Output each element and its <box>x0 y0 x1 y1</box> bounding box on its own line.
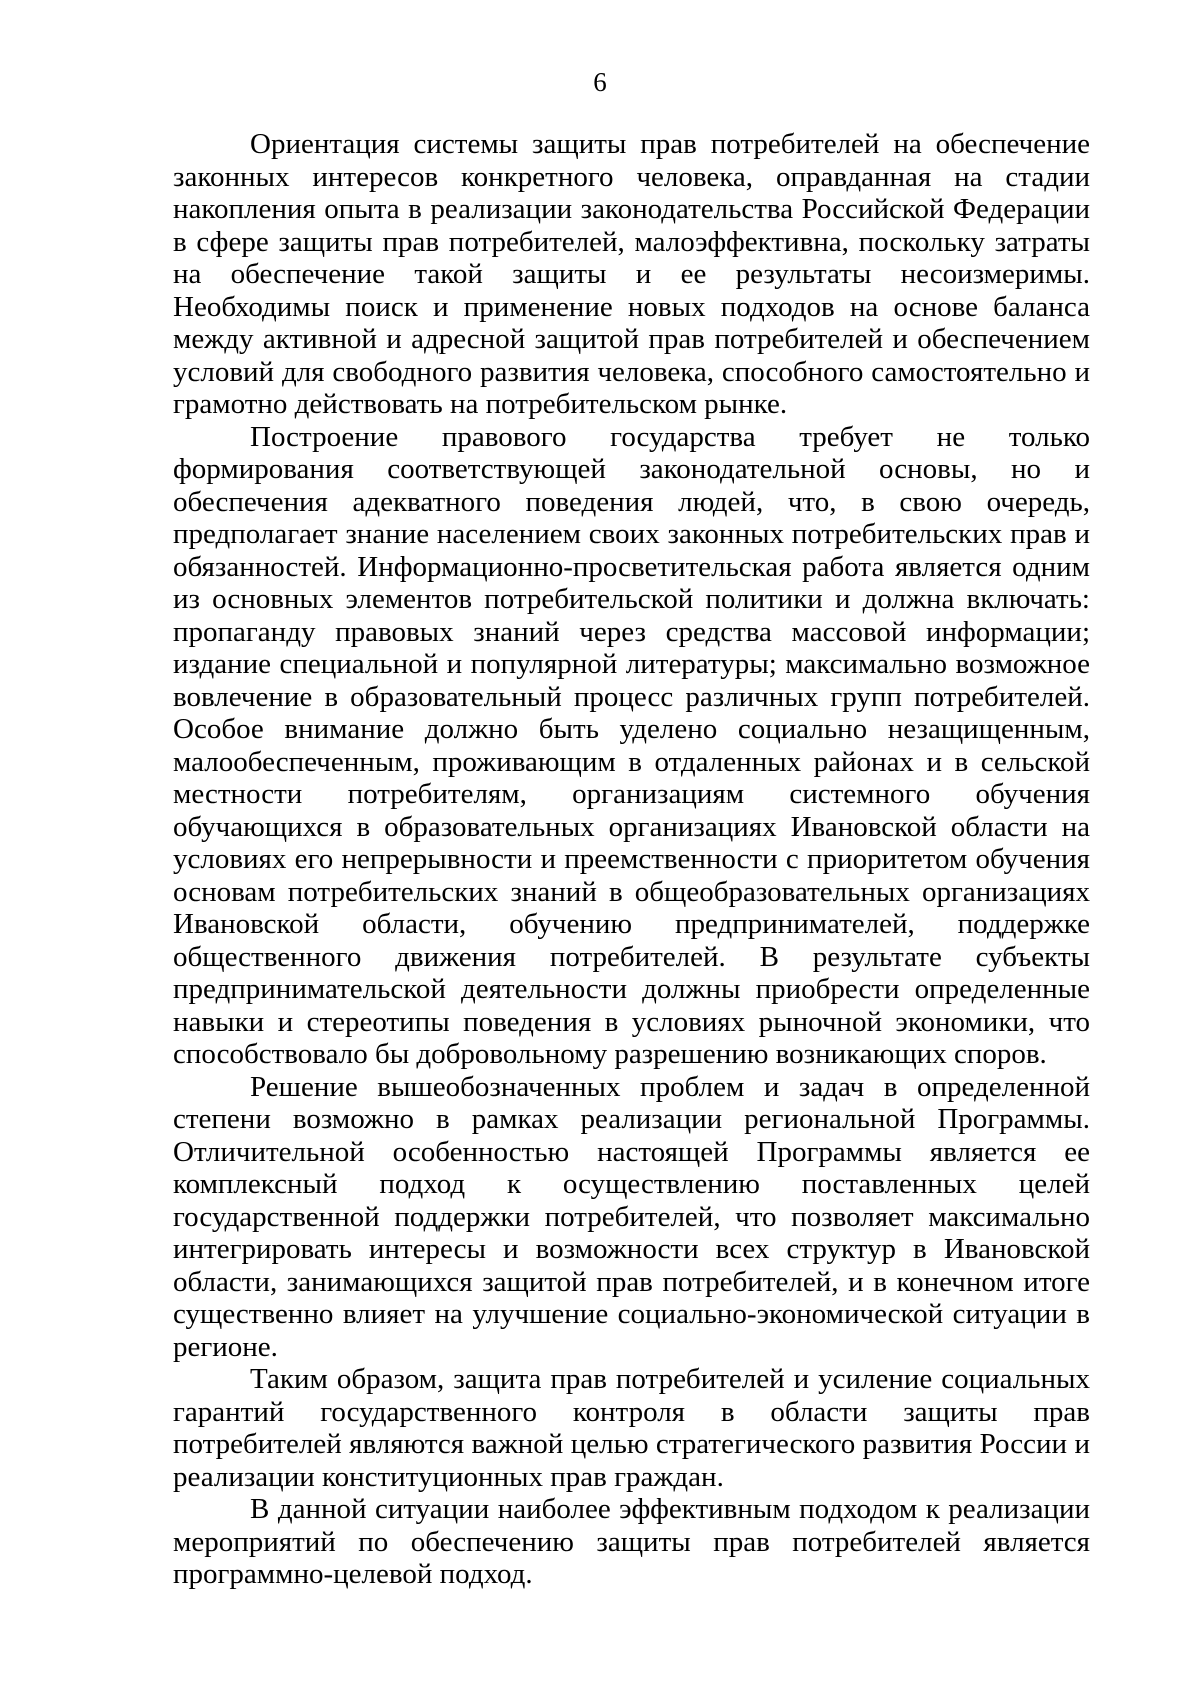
paragraph-program-approach: В данной ситуации наиболее эффективным подходом к реализации мероприятий по обеспечению защиты прав потребителей является программно-целевой подход. <box>173 1493 1090 1590</box>
paragraph-regional-program: Решение вышеобозначенных проблем и задач в определенной степени возможно в рамках реализации региональной Программы. Отличительной особенностью настоящей Программы является ее комплексный подход к осуществлению поставленных целей государственной поддержки потребителей, что позволяет максимально интегрировать интересы и возможности всех структур в Ивановской области, занимающихся защитой прав потребителей, и в конечном итоге существенно влияет на улучшение социально-экономической ситуации в регионе. <box>173 1070 1090 1363</box>
paragraph-strategic-goal: Таким образом, защита прав потребителей и усиление социальных гарантий государственного контроля в области защиты прав потребителей являются важной целью стратегического развития России и реализации конституционных прав граждан. <box>173 1363 1090 1493</box>
paragraph-consumer-protection-orientation: Ориентация системы защиты прав потребителей на обеспечение законных интересов конкретного человека, оправданная на стадии накопления опыта в реализации законодательства Российской Федерации в сфере защиты прав потребителей, малоэффективна, поскольку затраты на обеспечение такой защиты и ее результаты несоизмеримы. Необходимы поиск и применение новых подходов на основе баланса между активной и адресной защитой прав потребителей и обеспечением условий для свободного развития человека, способного самостоятельно и грамотно действовать на потребительском рынке. <box>173 128 1090 420</box>
document-body <box>173 128 1090 1591</box>
page-number: 6 <box>593 67 607 97</box>
paragraph-legal-state-education: Построение правового государства требует не только формирования соответствующей законодательной основы, но и обеспечения адекватного поведения людей, что, в свою очередь, предполагает знание населением своих законных потребительских прав и обязанностей. Информационно-просветительская работа является одним из основных элементов потребительской политики и должна включать: пропаганду правовых знаний через средства массовой информации; издание специальной и популярной литературы; максимально возможное вовлечение в образовательный процесс различных групп потребителей. Особое внимание должно быть уделено социально незащищенным, малообеспеченным, проживающим в отдаленных районах и в сельской местности потребителям, организациям системного обучения обучающихся в образовательных организациях Ивановской области на условиях его непрерывности и преемственности с приоритетом обучения основам потребительских знаний в общеобразовательных организациях Ивановской области, обучению предпринимателей, поддержке общественного движения потребителей. В результате субъекты предпринимательской деятельности должны приобрести определенные навыки и стереотипы поведения в условиях рыночной экономики, что способствовало бы добровольному разрешению возникающих споров. <box>173 420 1090 1070</box>
